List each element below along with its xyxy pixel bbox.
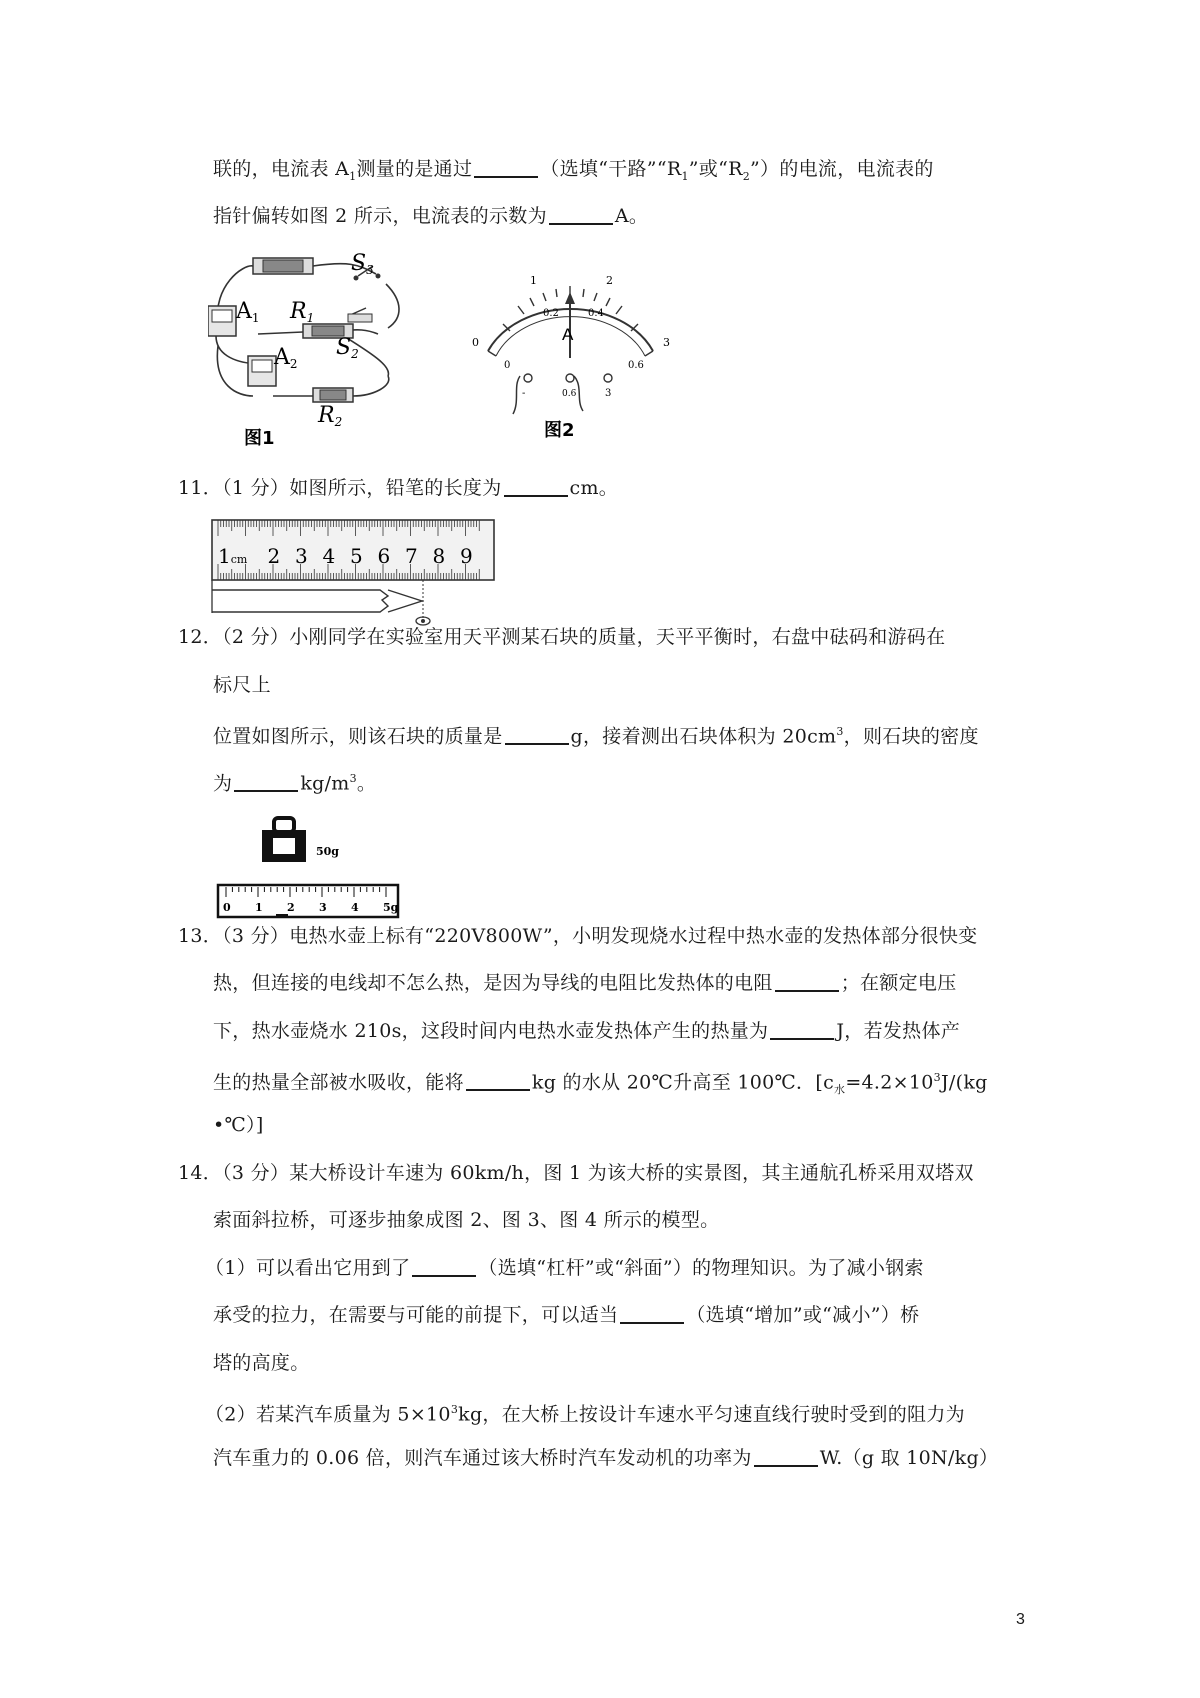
q14-part2-line-1: （2）若某汽车质量为 $5\times 10^3kg$，在大桥上按设计车速水平匀速直线行驶时受到的阻力为 xyxy=(205,1403,965,1426)
answer-blank[interactable] xyxy=(474,156,538,178)
ruler-number: 4 xyxy=(322,544,336,568)
terminal-06: 0.6 xyxy=(562,389,577,399)
label-r2: R2 xyxy=(318,403,343,429)
q12-line-3: 位置如图所示，则该石块的质量是 g，接着测出石块体积为 $20cm^3$，则石块的密度 xyxy=(213,725,979,748)
q14-line-2: 索面斜拉桥，可逐步抽象成图 2、图 3、图 4 所示的模型。 xyxy=(213,1209,720,1231)
label-s3: S3 xyxy=(351,251,374,277)
weight-icon xyxy=(262,818,306,862)
ruler-number: 8 xyxy=(432,544,446,568)
q12-line-4: 为 $kg/m^3$。 xyxy=(213,772,377,795)
q14-line-1: 14．（3 分）某大桥设计车速为 60km/h，图 1 为该大桥的实景图，其主通航孔桥采用双塔双 xyxy=(178,1162,974,1184)
scale-number: 4 xyxy=(351,901,359,914)
page-number: 3 xyxy=(1016,1611,1025,1628)
terminal-3: 3 xyxy=(605,388,612,399)
q14-part2-line-2: 汽车重力的 0.06 倍，则汽车通过该大桥时汽车发动机的功率为 W.（g 取 10N/kg） xyxy=(213,1447,999,1469)
q11-line: 11．（1 分）如图所示，铅笔的长度为 cm。 xyxy=(178,477,619,499)
figure-caption-2: 图2 xyxy=(544,420,575,441)
ammeter-bottom-tick-3: 0.6 xyxy=(628,360,644,371)
balance-scale-figure xyxy=(216,810,406,920)
figure-caption-1: 图1 xyxy=(244,428,275,449)
scale-number: 5g xyxy=(383,901,399,914)
terminal-negative: - xyxy=(522,388,526,399)
q13-line-1: 13．（3 分）电热水壶上标有“220V800W”，小明发现烧水过程中热水壶的发热体部分很快变 xyxy=(178,925,978,947)
q14-part1-line-3: 塔的高度。 xyxy=(213,1352,310,1374)
ruler-first-number: 1cm xyxy=(218,544,248,568)
ruler-number: 2 xyxy=(267,544,281,568)
label-s2: S2 xyxy=(336,335,359,361)
q13-line-4: 生的热量全部被水吸收，能将 kg 的水从 20℃升高至 100℃．[$c_水=4.2\times 10^3J/(kg$ xyxy=(213,1071,988,1097)
scale-number: 1 xyxy=(255,901,263,914)
ammeter-bottom-tick-0: 0 xyxy=(504,360,511,371)
answer-blank[interactable] xyxy=(754,1445,818,1467)
answer-blank[interactable] xyxy=(412,1255,476,1277)
ruler-number: 5 xyxy=(350,544,363,568)
label-a1: A1 xyxy=(236,299,260,325)
answer-blank[interactable] xyxy=(505,723,569,745)
circuit-figure xyxy=(208,246,418,451)
q14-part1-line-2: 承受的拉力，在需要与可能的前提下，可以适当 （选填“增加”或“减小”）桥 xyxy=(213,1304,920,1326)
answer-blank[interactable] xyxy=(620,1302,684,1324)
scale-number: 0 xyxy=(223,901,231,914)
label-a2: A2 xyxy=(274,345,298,371)
scale-number: 3 xyxy=(319,901,327,914)
ammeter-letter: A xyxy=(562,325,574,344)
ammeter-bottom-tick-1: 0.2 xyxy=(543,308,559,319)
ammeter-top-tick-0: 0 xyxy=(472,336,479,349)
ammeter-top-tick-1: 1 xyxy=(530,276,537,287)
answer-blank[interactable] xyxy=(775,970,839,992)
ruler-pencil-figure xyxy=(210,518,500,628)
q10-line-1: 联的，电流表 $A_1$测量的是通过 （选填“干路$”“R_1$”或“$R_2$”）的电流，电流表的 xyxy=(213,158,934,183)
q13-line-3: 下，热水壶烧水 210s，这段时间内电热水壶发热体产生的热量为 J，若发热体产 xyxy=(213,1020,961,1042)
answer-blank[interactable] xyxy=(504,475,568,497)
answer-blank[interactable] xyxy=(770,1018,834,1040)
ammeter-top-tick-3: 3 xyxy=(663,336,670,349)
weight-label: 50g xyxy=(316,845,339,858)
ruler-number: 3 xyxy=(295,544,308,568)
ammeter-top-tick-2: 2 xyxy=(606,276,613,287)
scale-number: 2 xyxy=(287,901,295,914)
ammeter-bottom-tick-2: 0.4 xyxy=(588,308,604,319)
q12-line-1: 12．（2 分）小刚同学在实验室用天平测某石块的质量，天平平衡时，右盘中砝码和游码在 xyxy=(178,626,946,648)
q14-part1-line-1: （1）可以看出它用到了 （选填“杠杆”或“斜面”）的物理知识。为了减小钢索 xyxy=(205,1257,924,1279)
q10-line-2: 指针偏转如图 2 所示，电流表的示数为 A。 xyxy=(213,205,649,227)
ruler-number: 9 xyxy=(460,544,473,568)
ammeter-figure xyxy=(458,276,678,451)
q13-line-5: •℃）] xyxy=(213,1114,264,1136)
answer-blank[interactable] xyxy=(466,1069,530,1091)
answer-blank[interactable] xyxy=(234,770,298,792)
ruler-number: 6 xyxy=(377,544,391,568)
q12-line-2: 标尺上 xyxy=(213,674,271,696)
answer-blank[interactable] xyxy=(549,203,613,225)
label-r1: R1 xyxy=(290,299,315,325)
rider-marker xyxy=(276,914,288,918)
q13-line-2: 热，但连接的电线却不怎么热，是因为导线的电阻比发热体的电阻 ；在额定电压 xyxy=(213,972,957,994)
ruler-number: 7 xyxy=(405,544,418,568)
